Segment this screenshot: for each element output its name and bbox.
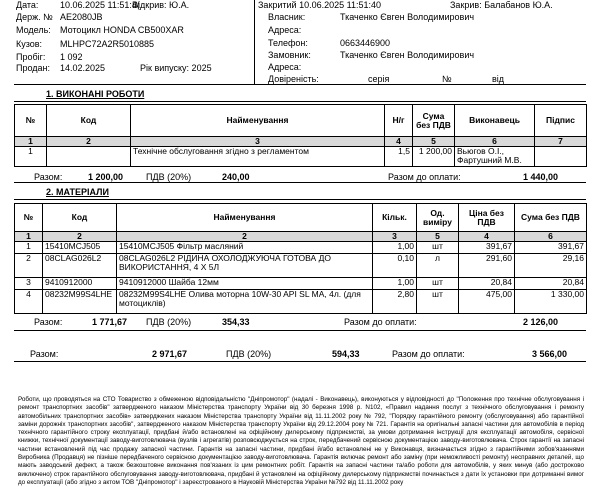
owner-value: Ткаченко Євген Володимирович <box>340 12 475 22</box>
materials-header-price: Ціна без ПДВ <box>459 204 515 232</box>
works-header-name: Найменування <box>131 105 385 137</box>
works-cell-executor: Вьюгов О.І., Фартушний М.В. <box>455 147 535 167</box>
materials-cell-unit: л <box>417 254 459 278</box>
phone-value: 0663446900 <box>340 38 391 48</box>
works-colnum: 2 <box>47 137 131 147</box>
materials-cell-num: 4 <box>15 290 43 314</box>
materials-title-rule <box>14 199 586 200</box>
works-cell-sign <box>535 147 587 167</box>
works-colnum: 7 <box>535 137 587 147</box>
works-bottom-rule <box>14 182 586 183</box>
sold-value: 14.02.2025 <box>60 63 106 73</box>
grand-vat-value: 594,33 <box>332 349 360 359</box>
materials-title: 2. МАТЕРІАЛИ <box>46 187 109 197</box>
owner-label: Власник: <box>268 12 306 22</box>
works-colnum: 5 <box>413 137 455 147</box>
works-total-label: Разом: <box>34 172 63 182</box>
materials-pay-value: 2 126,00 <box>522 317 558 327</box>
trust-series: серія <box>368 74 390 84</box>
materials-cell-sum: 20,84 <box>515 278 587 290</box>
customer-value: Ткаченко Євген Володимирович <box>340 50 475 60</box>
works-colnum: 1 <box>15 137 47 147</box>
materials-cell-unit: шт <box>417 278 459 290</box>
materials-cell-name: 15410MCJ505 Фільтр масляний <box>117 242 373 254</box>
works-total-sum: 1 200,00 <box>88 172 124 182</box>
materials-header-name: Найменування <box>117 204 373 232</box>
works-cell-name: Технічне обслуговання згідно з регламентом <box>131 147 385 167</box>
works-title-rule <box>14 101 586 102</box>
table-row <box>15 254 587 278</box>
closed-by: Закрив: Балабанов Ю.А. <box>450 0 553 10</box>
materials-cell-code: 15410MCJ505 <box>43 242 117 254</box>
works-cell-num: 1 <box>15 147 47 167</box>
works-header-sign: Підпис <box>535 105 587 137</box>
materials-header-sum: Сума без ПДВ <box>515 204 587 232</box>
materials-cell-price: 391,67 <box>459 242 515 254</box>
table-row <box>15 147 587 167</box>
materials-table <box>14 203 587 314</box>
materials-pay-label: Разом до оплати: <box>344 317 417 327</box>
grand-total-label: Разом: <box>30 349 59 359</box>
materials-cell-qty: 2,80 <box>373 290 417 314</box>
header-bottom-rule <box>14 84 586 85</box>
materials-cell-price: 20,84 <box>459 278 515 290</box>
materials-cell-unit: шт <box>417 290 459 314</box>
works-header-sum: Сума без ПДВ <box>413 105 455 137</box>
materials-colnum: 5 <box>417 232 459 242</box>
grand-pay-value: 3 566,00 <box>531 349 567 359</box>
table-row <box>15 278 587 290</box>
model-value: Мотоцикл HONDA CB500XAR <box>60 25 184 35</box>
address-label: Адреса: <box>268 25 302 35</box>
materials-vat-label: ПДВ (20%) <box>146 317 192 327</box>
materials-cell-code: 08232M99S4LHE <box>43 290 117 314</box>
materials-colnum: 1 <box>15 232 43 242</box>
works-title: 1. ВИКОНАНІ РОБОТИ <box>46 89 145 99</box>
works-vat-value: 240,00 <box>222 172 250 182</box>
materials-cell-sum: 29,16 <box>515 254 587 278</box>
works-pay-value: 1 440,00 <box>522 172 558 182</box>
works-pay-label: Разом до оплати: <box>388 172 461 182</box>
table-row <box>15 242 587 254</box>
materials-cell-unit: шт <box>417 242 459 254</box>
materials-colnum: 3 <box>373 232 417 242</box>
trust-from: від <box>492 74 505 84</box>
grand-vat-label: ПДВ (20%) <box>226 349 272 359</box>
materials-cell-name: 08CLAG026L2 РІДИНА ОХОЛОДЖУЮЧА ГОТОВА ДО ВИКОРИСТАННЯ, 4 Х 5Л <box>117 254 373 278</box>
mileage-value: 1 092 <box>60 52 83 62</box>
materials-total-label: Разом: <box>34 317 63 327</box>
materials-header-qty: Кільк. <box>373 204 417 232</box>
works-header-hours: Н/г <box>385 105 413 137</box>
materials-cell-sum: 1 330,00 <box>515 290 587 314</box>
works-colnum: 6 <box>455 137 535 147</box>
materials-cell-qty: 1,00 <box>373 278 417 290</box>
materials-cell-qty: 0,10 <box>373 254 417 278</box>
date-value: 10.06.2025 11:51:4( <box>60 0 140 10</box>
materials-cell-price: 291,60 <box>459 254 515 278</box>
grand-total-sum: 2 971,67 <box>152 349 188 359</box>
opened-by: Відкрив: Ю.А. <box>132 0 190 10</box>
header-divider <box>254 0 255 84</box>
materials-header-num: № <box>15 204 43 232</box>
grand-pay-label: Разом до оплати: <box>392 349 465 359</box>
sold-label: Продан: <box>16 63 51 73</box>
materials-cell-name: 9410912000 Шайба 12мм <box>117 278 373 290</box>
materials-bottom-rule <box>14 330 586 331</box>
materials-cell-code: 9410912000 <box>43 278 117 290</box>
materials-cell-qty: 1,00 <box>373 242 417 254</box>
materials-colnum: 4 <box>459 232 515 242</box>
closed-date: Закритий 10.06.2025 11:51:40 <box>258 0 381 10</box>
trust-number: № <box>442 74 452 84</box>
phone-label: Телефон: <box>268 38 308 48</box>
works-cell-hours: 1,5 <box>385 147 413 167</box>
materials-cell-price: 475,00 <box>459 290 515 314</box>
materials-header-unit: Од. виміру <box>417 204 459 232</box>
plate-label: Держ. № <box>16 12 53 22</box>
model-label: Модель: <box>16 25 51 35</box>
mileage-label: Пробіг: <box>16 52 46 62</box>
materials-cell-num: 3 <box>15 278 43 290</box>
customer-label: Замовник: <box>268 50 311 60</box>
materials-vat-value: 354,33 <box>222 317 250 327</box>
table-row <box>15 290 587 314</box>
grand-bottom-rule <box>14 361 586 362</box>
trust-label: Довіреність: <box>268 74 319 84</box>
materials-cell-name: 08232M99S4LHE Олива моторна 10W-30 API SL MA, 4л. (для мотоциклів) <box>117 290 373 314</box>
works-table <box>14 104 587 167</box>
works-header-num: № <box>15 105 47 137</box>
materials-cell-sum: 391,67 <box>515 242 587 254</box>
works-vat-label: ПДВ (20%) <box>146 172 192 182</box>
vin-value: MLHPC72A2R5010885 <box>60 39 155 49</box>
works-colnum: 4 <box>385 137 413 147</box>
terms-text: Роботи, що проводяться на СТО Товариство з обмеженою відповідальністю "Дніпромотор" (надалі - Виконавець), виконуються у відповідності до "Положення про технічне обслуговування і ремонт транспортних засобів" затвердженого наказом Міністерства транспорту України від 30 березня 1998 р. N102, «Правил надання послуг з технічного обслуговування і ремонту автомобільних транспортних засобів» затверджених наказом Міністерства транспорту України від 11.11.2002 року № 792, "Порядку гарантійного ремонту (обслуговування) або гарантійної заміни дорожніх транспортних засобів", затвердженого наказом Міністерства транспорту України від 29.12.2004 року № 721. Гарантія на оригінальні запасні частини для автомобілів в період технічного гарантійного строку експлуатації, придбані й/або встановлені на офіційному дилерському підприємстві, за умови дотримання інструкції для експлуатації автомобіля, сервісної книжки, технічної документації заводу-виготовлювача (вузлів і агрегатів) розповсюджується на строк, передбачений сервісною документацією заводу-виготовлювача. Строк гарантії на запасні частини встановлений під час продажу запасної частини. Гарантія на запасні частини, придбані й/або встановлені не у Виконавця, визначається згідно з гарантійними зобов'язаннями Виробника (Продавця) не пізніше передбаченого сервісною документацією заводу-виготовлювача. Гарантія включає ремонт або заміну (при неможливості ремонту) несправних деталей, що мають заводський дефект, а також безкоштовне виконання пов'язаних із цим ремонтних робіт. Гарантія на запасні частини та/або роботи для автомобілів, у яких минув (або достроково виключено) строк гарантійного обслуговування заводу-виготовлювача, придбані й установлені на офіційному дилерському підприємстві починається з дати їх установки при дотриманні вимог до експлуатації (або згідно з актом ТОВ "Дніпромотор" і зареєстрованого в Науковій Міністерства України №792 від 11.11.2002 року <box>18 396 584 486</box>
works-header-executor: Виконавець <box>455 105 535 137</box>
materials-cell-num: 2 <box>15 254 43 278</box>
materials-colnum: 2 <box>117 232 373 242</box>
materials-cell-num: 1 <box>15 242 43 254</box>
works-cell-sum: 1 200,00 <box>413 147 455 167</box>
year-label: Рік випуску: 2025 <box>140 63 212 73</box>
materials-header-code: Код <box>43 204 117 232</box>
works-header-code: Код <box>47 105 131 137</box>
materials-cell-code: 08CLAG026L2 <box>43 254 117 278</box>
vin-label: Кузов: <box>16 39 43 49</box>
plate-value: AE2080JB <box>60 12 103 22</box>
materials-total-sum: 1 771,67 <box>92 317 128 327</box>
works-cell-code <box>47 147 131 167</box>
date-label: Дата: <box>16 0 39 10</box>
materials-colnum: 2 <box>43 232 117 242</box>
materials-colnum: 6 <box>515 232 587 242</box>
works-colnum: 3 <box>131 137 385 147</box>
customer-address-label: Адреса: <box>268 62 302 72</box>
